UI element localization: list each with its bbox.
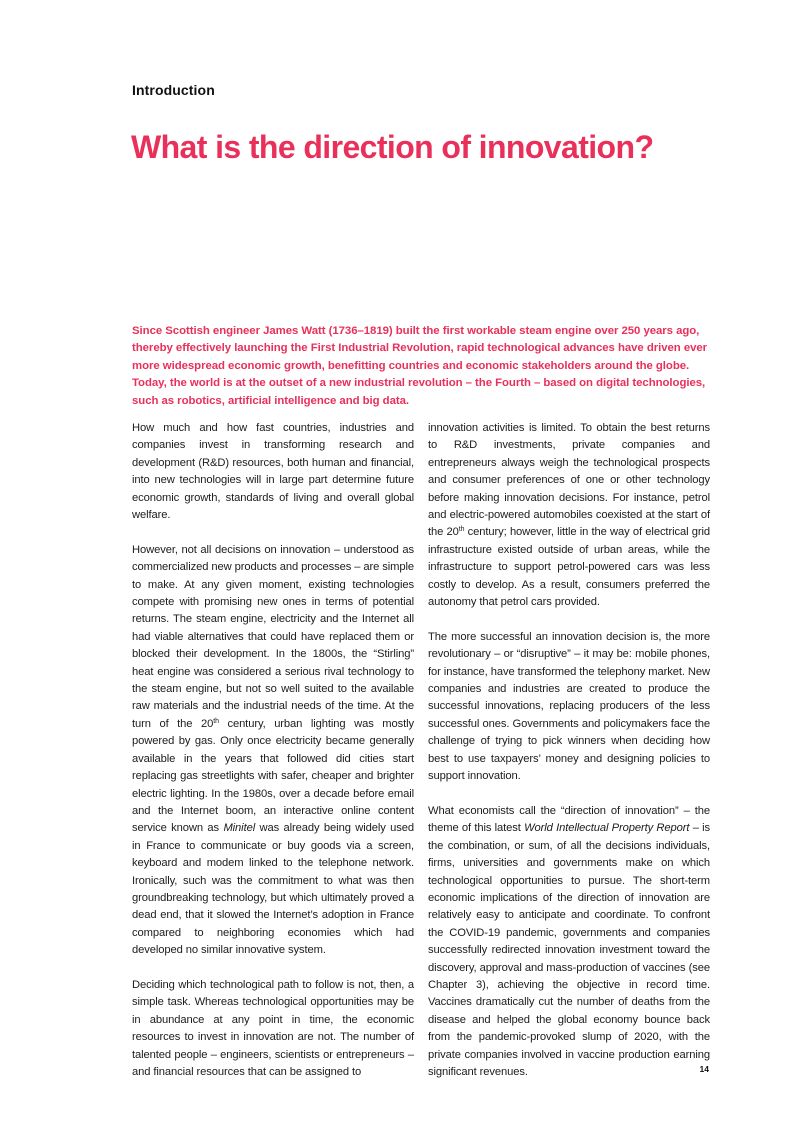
body-paragraph — [428, 803, 710, 1082]
text-run: However, not all decisions on innovation – understood as commercialized new products and processes – are simple to make. At any given moment, existing technologies compete with promising new ones in terms of potential returns. The steam engine, electricity and the Internet all had viable alternatives that could have replaced them or blocked their development. In the 1800s, the “Stirling” heat engine was considered a serious rival technology to the steam engine, but not so well suited to the available raw materials and the industrial needs of the time. At the turn of the 20 — [132, 543, 414, 730]
text-run: What economists call the “direction of innovation” – the theme of this latest — [428, 804, 710, 835]
body-paragraph: How much and how fast countries, industries and companies invest in transforming research and development (R&D) resources, both human and financial, into new technologies will in large part determine future economic growth, standards of living and overall global welfare. — [132, 422, 414, 522]
body-paragraph: The more successful an innovation decision is, the more revolutionary – or “disruptive” – it may be: mobile phones, for instance, have transformed the telephony market. New companies and industries are created to produce the successful innovations, replacing producers of the less successful ones. Governments and policymakers face the challenge of trying to pick winners when deciding how best to use taxpayers’ money and designing policies to support innovation. — [428, 630, 710, 783]
page-number: 14 — [699, 1064, 709, 1074]
text-run: century, urban lighting was mostly powered by gas. Only once electricity became generally available in the years that followed did cities start replacing gas streetlights with safer, cheaper and brighter electric lighting. In the 1980s, over a decade before email and the Internet boom, an interactive online content service known as — [132, 717, 414, 835]
left-column — [132, 420, 414, 1081]
body-paragraph — [132, 542, 414, 960]
superscript: th — [213, 717, 219, 725]
emphasis-minitel: Minitel — [223, 822, 256, 835]
body-paragraph — [428, 420, 710, 611]
superscript: th — [458, 526, 465, 534]
section-label: Introduction — [132, 82, 215, 98]
text-run: – is the combination, or sum, of all the decisions individuals, firms, universities and governments make on which technological opportunities to pursue. The short-term economic implications of the direction of innovation are relatively easy to anticipate and coordinate. To confront the COVID-19 pandemic, governments and companies successfully redirected innovation investment toward the discovery, approval and mass-production of vaccines (see Chapter 3), achieving the objective in record time. Vaccines dramatically cut the number of deaths from the disease and helped the global economy bounce back from the pandemic-provoked slump of 2020, with the private companies involved in vaccine production earning significant revenues. — [428, 822, 710, 1078]
text-run: innovation activities is limited. To obtain the best returns to R&D investments, private companies and entrepreneurs always weigh the technological prospects and consumer preferences of one or other technology before making innovation decisions. For instance, petrol and electric-powered automobiles coexisted at the start of the 20 — [428, 422, 710, 539]
text-run: was already being widely used in France to communicate or buy goods via a screen, keyboard and modem linked to the telephone network. Ironically, such was the commitment to what was then groundbreaking technology, but which ultimately proved a dead end, that it slowed the Internet’s adoption in France compared to neighboring economies which had developed no similar innovative system. — [132, 822, 414, 957]
lead-paragraph: Since Scottish engineer James Watt (1736–1819) built the first workable steam engine over 250 years ago, thereby effectively launching the First Industrial Revolution, rapid technological advances have driven ever more widespread economic growth, benefitting countries and economic stakeholders around the globe. Today, the world is at the outset of a new industrial revolution – the Fourth – based on digital technologies, such as robotics, artificial intelligence and big data. — [132, 325, 708, 407]
body-paragraph: Deciding which technological path to follow is not, then, a simple task. Whereas technological opportunities may be in abundance at any point in time, the economic resources to invest in innovation are not. The number of talented people – engineers, scientists or entrepreneurs – and financial resources that can be assigned to — [132, 978, 414, 1078]
right-column — [428, 420, 710, 1081]
text-run: century; however, little in the way of electrical grid infrastructure existed outside of urban areas, while the infrastructure to support petrol-powered cars was less costly to develop. As a result, consumers preferred the autonomy that petrol cars provided. — [428, 526, 710, 609]
emphasis-report-title: World Intellectual Property Report — [524, 822, 690, 835]
page-title: What is the direction of innovation? — [131, 129, 654, 165]
